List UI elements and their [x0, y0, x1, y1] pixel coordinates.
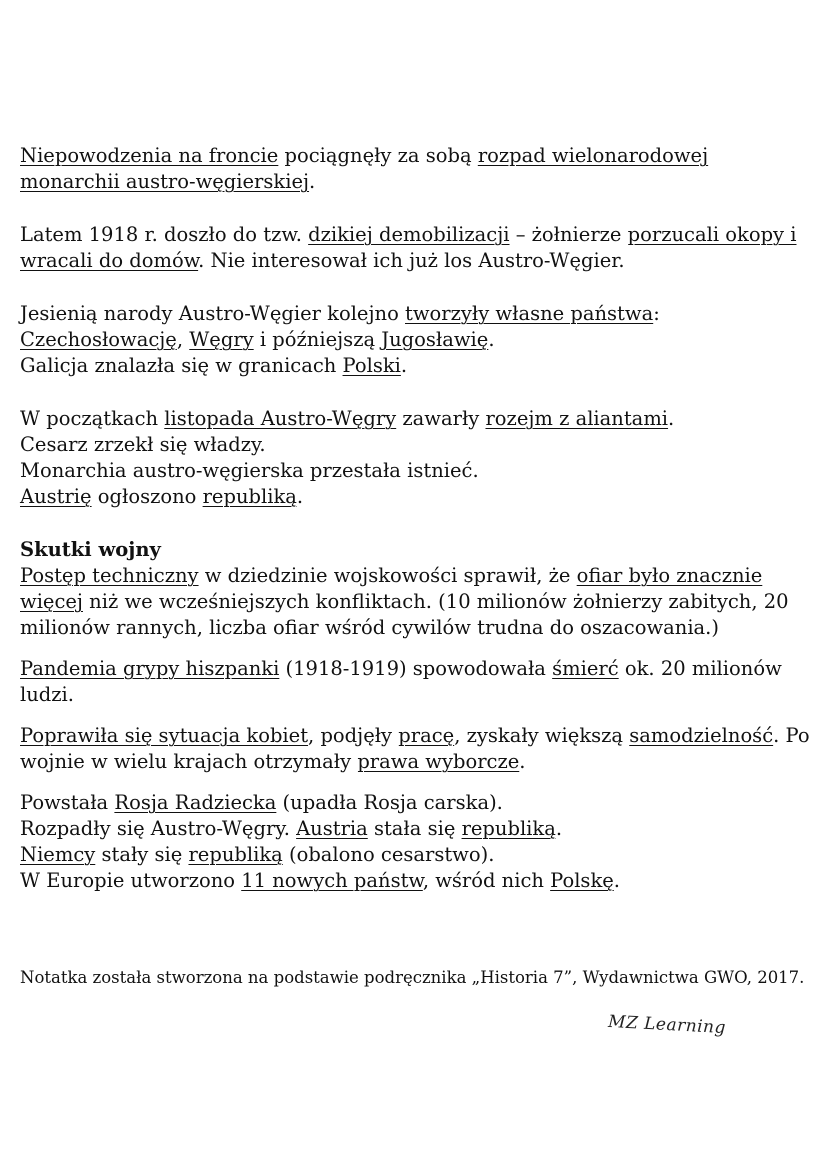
paragraph: [20, 656, 810, 708]
paragraph-line: [20, 406, 810, 432]
underlined-term: samodzielność: [629, 724, 774, 747]
paragraph-line: [20, 484, 810, 510]
text-run: . Nie interesował ich już los Austro-Węgier.: [198, 249, 625, 272]
paragraph: [20, 143, 810, 195]
paragraph-line: [20, 816, 810, 842]
underlined-term: Polski: [342, 354, 401, 377]
underlined-term: listopada Austro-Węgry: [164, 407, 397, 430]
text-run: pociągnęły za sobą: [278, 144, 478, 167]
text-run: i późniejszą: [253, 328, 382, 351]
text-run: Jesienią narody Austro-Węgier kolejno: [20, 302, 406, 325]
underlined-term: tworzyły własne państwa: [405, 302, 654, 325]
signature-logo: MZ Learning: [607, 1011, 727, 1039]
paragraph: [20, 790, 810, 894]
underlined-term: Postęp techniczny: [20, 564, 199, 587]
text-run: stała się: [367, 817, 462, 840]
underlined-term: rozejm z aliantami: [485, 407, 669, 430]
text-run: niż we wcześniejszych konfliktach. (10 milionów żołnierzy zabitych, 20 milionów rannych, liczba ofiar wśród cywilów trudna do oszacowania.): [20, 590, 789, 639]
paragraph-line: [20, 458, 810, 484]
text-run: W Europie utworzono: [20, 869, 242, 892]
text-run: .: [400, 354, 408, 377]
text-run: Cesarz zrzekł się władzy.: [20, 433, 266, 456]
text-run: ogłoszono: [91, 485, 203, 508]
effects-section: [20, 563, 810, 894]
underlined-term: ofiar było znacznie więcej: [20, 564, 763, 613]
paragraph-line: [20, 353, 810, 379]
paragraph: [20, 222, 810, 274]
underlined-term: pracę: [398, 724, 455, 747]
text-run: .: [519, 750, 526, 773]
paragraph: [20, 723, 810, 775]
underlined-term: porzucali okopy i wracali do domów: [20, 223, 797, 272]
text-run: .: [309, 170, 316, 193]
text-run: , zyskały większą: [454, 724, 630, 747]
paragraph-line: [20, 432, 810, 458]
underlined-term: Polskę: [550, 869, 614, 892]
text-run: (obalono cesarstwo).: [282, 843, 495, 866]
text-run: w dziedzinie wojskowości sprawił, że: [198, 564, 577, 587]
paragraph-line: [20, 790, 810, 816]
text-run: Monarchia austro-węgierska przestała istnieć.: [20, 459, 479, 482]
intro-section: [20, 143, 810, 510]
text-run: .: [555, 817, 563, 840]
text-run: (upadła Rosja carska).: [276, 791, 503, 814]
text-run: Powstała: [20, 791, 115, 814]
underlined-term: Niepowodzenia na froncie: [20, 144, 279, 167]
underlined-term: rozpad wielonarodowej monarchii austro-węgierskiej: [20, 144, 709, 193]
underlined-term: śmierć: [552, 657, 619, 680]
section-heading: Skutki wojny: [20, 538, 161, 561]
note-body: [20, 143, 810, 894]
underlined-term: Austria: [296, 817, 368, 840]
underlined-term: Pandemia grypy hiszpanki: [20, 657, 280, 680]
text-run: , wśród nich: [422, 869, 551, 892]
text-run: ok. 20 milionów ludzi.: [20, 657, 782, 706]
text-run: Latem 1918 r. doszło do tzw.: [20, 223, 309, 246]
underlined-term: Jugosławię: [381, 328, 489, 351]
text-run: ,: [176, 328, 190, 351]
text-run: , podjęły: [308, 724, 399, 747]
underlined-term: 11 nowych państw: [241, 869, 423, 892]
underlined-term: Węgry: [189, 328, 254, 351]
text-run: .: [668, 407, 675, 430]
text-run: (1918-1919) spowodowała: [279, 657, 553, 680]
underlined-term: Niemcy: [20, 843, 96, 866]
text-run: zawarły: [396, 407, 486, 430]
underlined-term: republiką: [461, 817, 556, 840]
text-run: .: [488, 328, 495, 351]
text-run: stały się: [95, 843, 189, 866]
underlined-term: prawa wyborcze: [357, 750, 520, 773]
paragraph: [20, 406, 810, 510]
text-run: :: [653, 302, 660, 325]
underlined-term: Rosja Radziecka: [114, 791, 277, 814]
paragraph: [20, 301, 810, 379]
text-run: Rozpadły się Austro-Węgry.: [20, 817, 297, 840]
text-run: Galicja znalazła się w granicach: [20, 354, 343, 377]
paragraph: [20, 563, 810, 641]
text-run: .: [296, 485, 304, 508]
text-run: – żołnierze: [509, 223, 628, 246]
underlined-term: Poprawiła się sytuacja kobiet: [20, 724, 309, 747]
paragraph-line: [20, 301, 810, 353]
text-run: W początkach: [20, 407, 165, 430]
underlined-term: Austrię: [20, 485, 92, 508]
text-run: .: [613, 869, 620, 892]
paragraph-line: [20, 842, 810, 868]
underlined-term: Czechosłowację: [20, 328, 177, 351]
underlined-term: republiką: [188, 843, 283, 866]
paragraph-line: [20, 868, 810, 894]
source-footnote: Notatka została stworzona na podstawie podręcznika „Historia 7”, Wydawnictwa GWO, 2017.: [20, 968, 805, 987]
underlined-term: dzikiej demobilizacji: [308, 223, 510, 246]
underlined-term: republiką: [202, 485, 297, 508]
text-run: . Po wojnie w wielu krajach otrzymały: [20, 724, 810, 773]
